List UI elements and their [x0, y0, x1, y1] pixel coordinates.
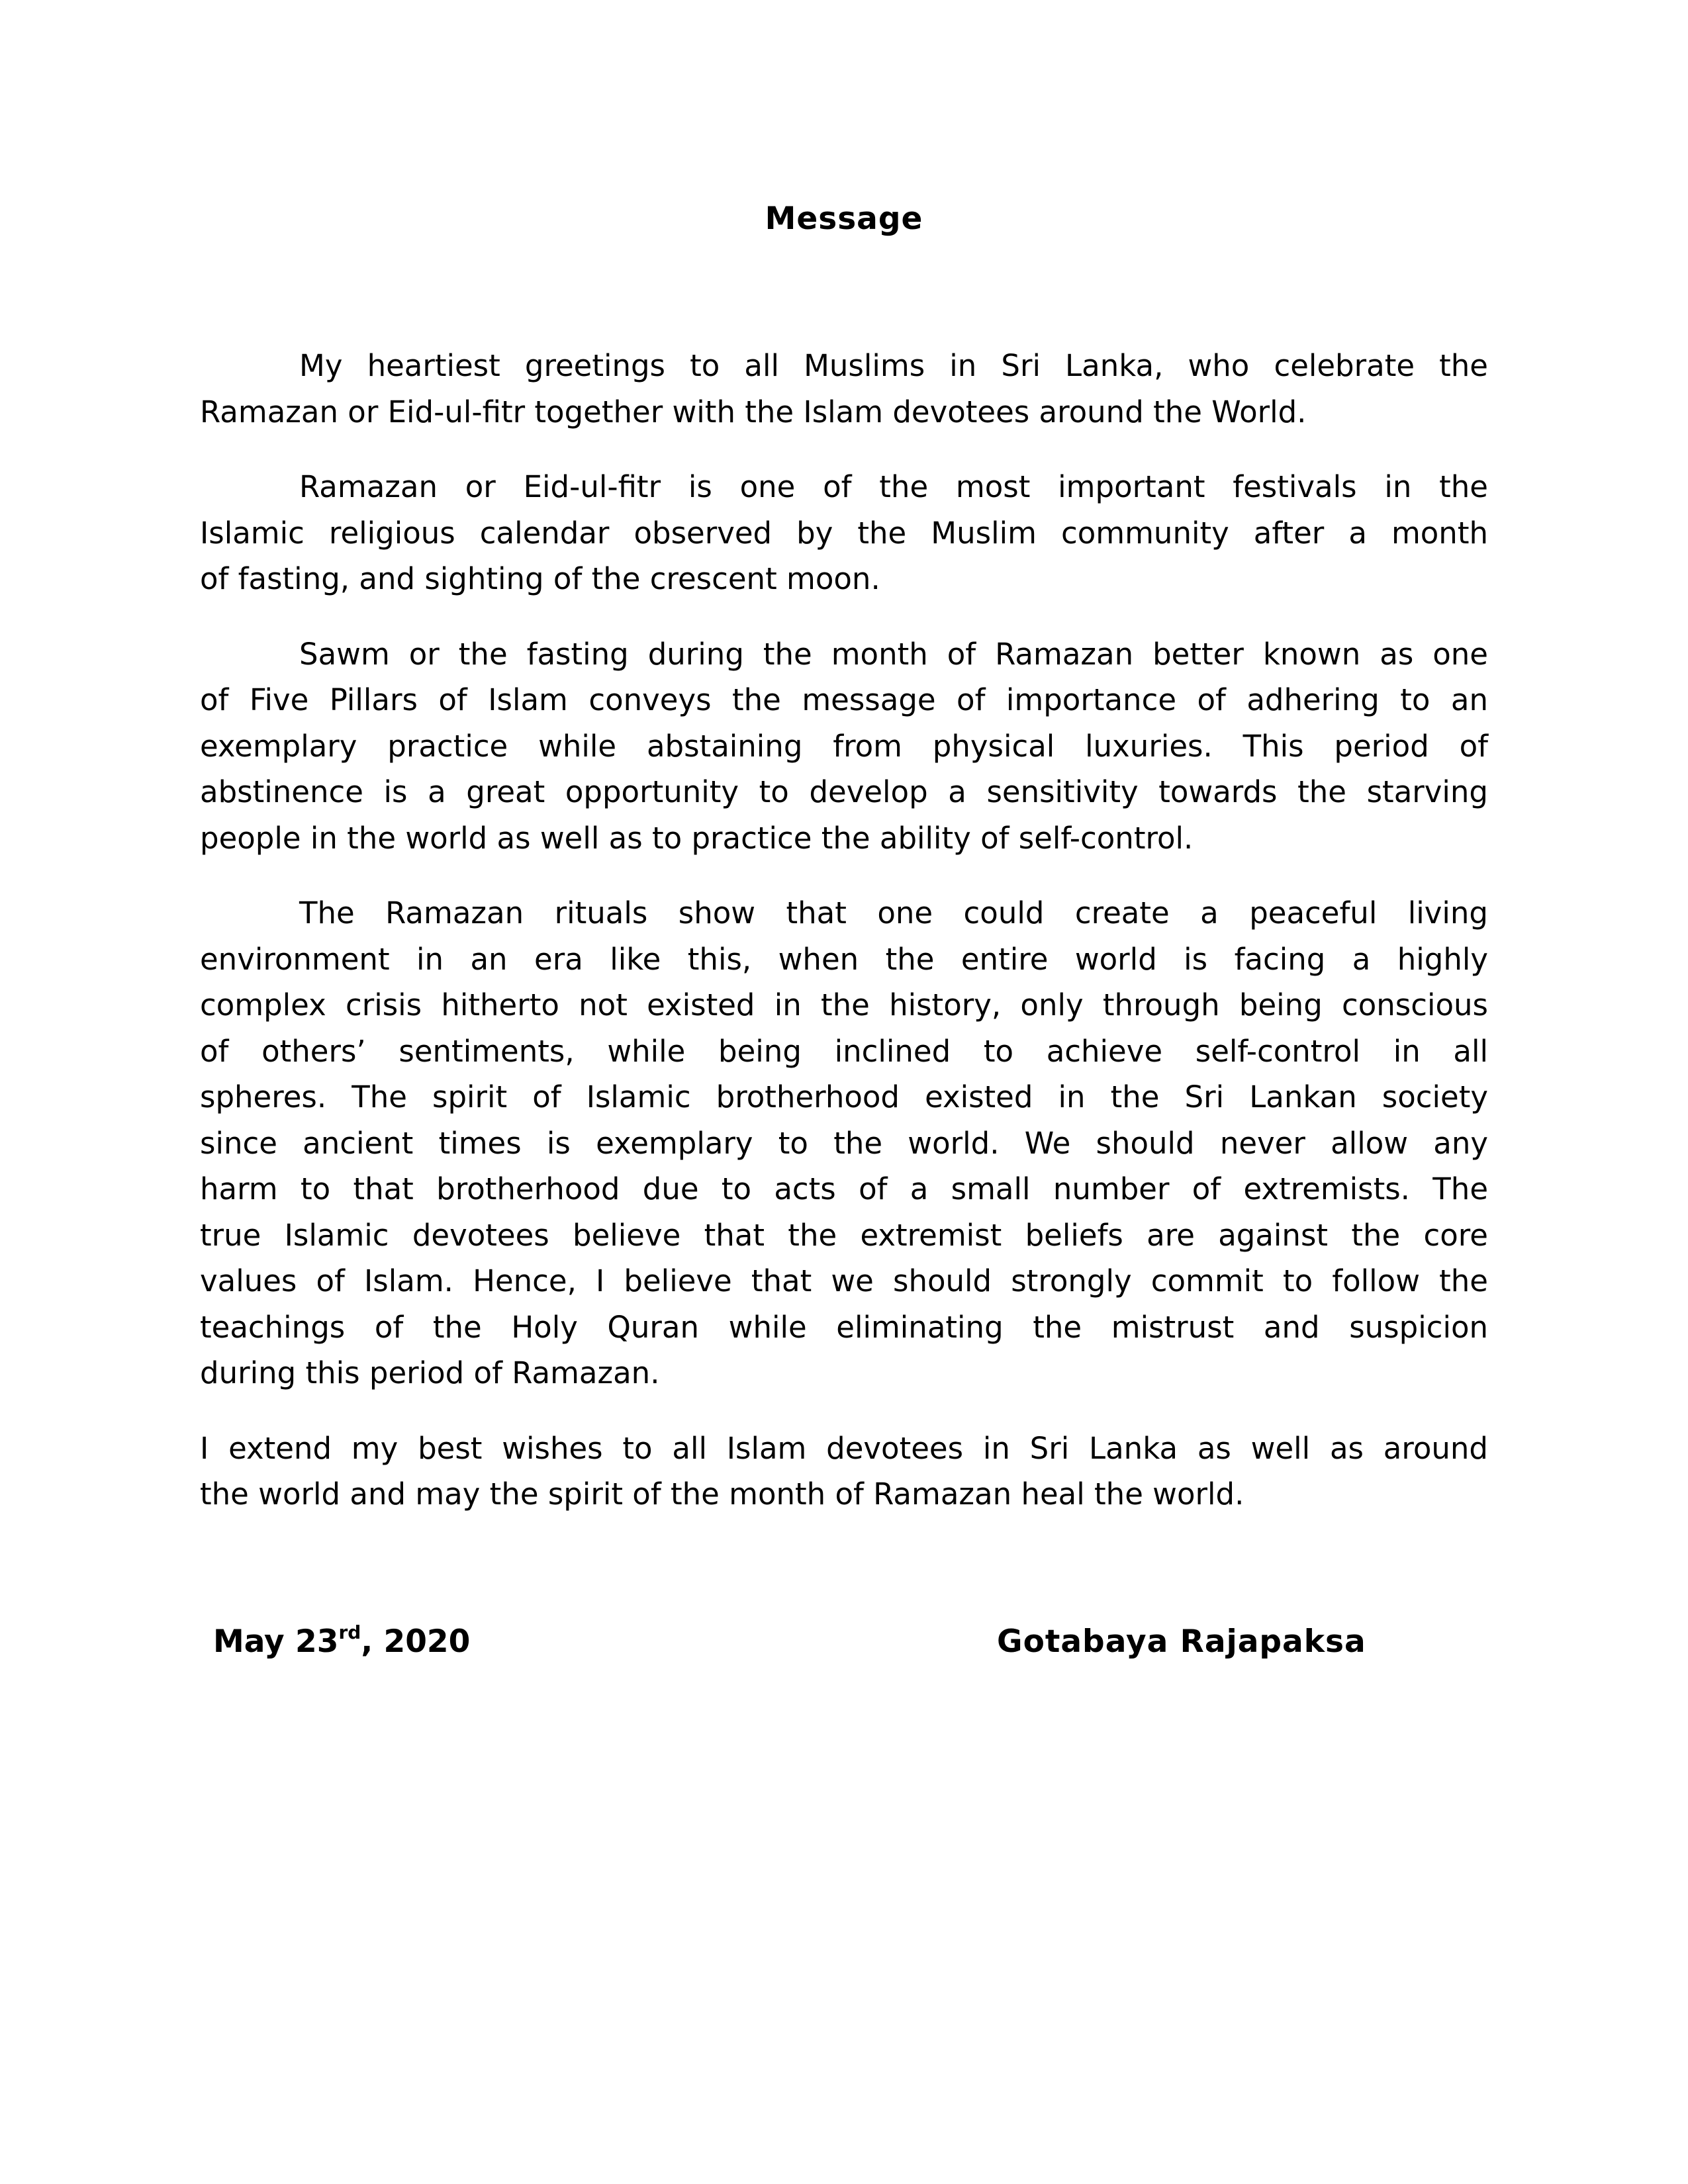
paragraph-line: the world and may the spirit of the month of Ramazan heal the world.: [200, 1477, 1244, 1512]
paragraph-line: exemplary practice while abstaining from physical luxuries. This period of: [200, 728, 1488, 764]
paragraph-line: of Five Pillars of Islam conveys the message of importance of adhering to an: [200, 682, 1488, 717]
date-ordinal-suffix: rd: [338, 1621, 361, 1643]
paragraph-5: [200, 1426, 1488, 1518]
paragraph-line: during this period of Ramazan.: [200, 1355, 660, 1390]
paragraph-line: since ancient times is exemplary to the world. We should never allow any: [200, 1125, 1488, 1161]
page-title: Message: [765, 201, 923, 237]
paragraph-line: Sawm or the fasting during the month of Ramazan better known as one: [299, 636, 1488, 672]
paragraph-1: [200, 343, 1488, 435]
paragraph-2: [200, 464, 1488, 602]
date: [213, 1619, 470, 1665]
paragraph-line: true Islamic devotees believe that the extremist beliefs are against the core: [200, 1217, 1488, 1253]
paragraph-line: people in the world as well as to practice the ability of self-control.: [200, 820, 1194, 856]
paragraph-line: Ramazan or Eid-ul-fitr is one of the most important festivals in the: [299, 469, 1488, 504]
paragraph-line: of fasting, and sighting of the crescent moon.: [200, 561, 880, 596]
date-year: , 2020: [361, 1623, 471, 1660]
paragraph-line: teachings of the Holy Quran while eliminating the mistrust and suspicion: [200, 1309, 1488, 1345]
paragraph-line: values of Islam. Hence, I believe that we should strongly commit to follow the: [200, 1263, 1488, 1298]
message-body: [200, 343, 1488, 1547]
paragraph-line: of others’ sentiments, while being inclined to achieve self-control in all: [200, 1033, 1488, 1069]
paragraph-line: environment in an era like this, when the entire world is facing a highly: [200, 941, 1488, 977]
paragraph-line: harm to that brotherhood due to acts of a small number of extremists. The: [200, 1171, 1488, 1206]
paragraph-4: [200, 890, 1488, 1396]
paragraph-line: My heartiest greetings to all Muslims in Sri Lanka, who celebrate the: [299, 348, 1488, 383]
paragraph-line: spheres. The spirit of Islamic brotherhood existed in the Sri Lankan society: [200, 1079, 1488, 1115]
paragraph-3: [200, 631, 1488, 862]
paragraph-line: complex crisis hitherto not existed in the history, only through being conscious: [200, 987, 1488, 1023]
paragraph-line: I extend my best wishes to all Islam devotees in Sri Lanka as well as around: [200, 1430, 1488, 1466]
paragraph-line: abstinence is a great opportunity to develop a sensitivity towards the starving: [200, 774, 1488, 809]
paragraph-line: The Ramazan rituals show that one could create a peaceful living: [299, 895, 1488, 931]
paragraph-line: Ramazan or Eid-ul-fitr together with the Islam devotees around the World.: [200, 394, 1307, 430]
signatory-name: Gotabaya Rajapaksa: [997, 1623, 1366, 1660]
date-day: May 23: [213, 1623, 339, 1660]
paragraph-line: Islamic religious calendar observed by the Muslim community after a month: [200, 515, 1488, 551]
